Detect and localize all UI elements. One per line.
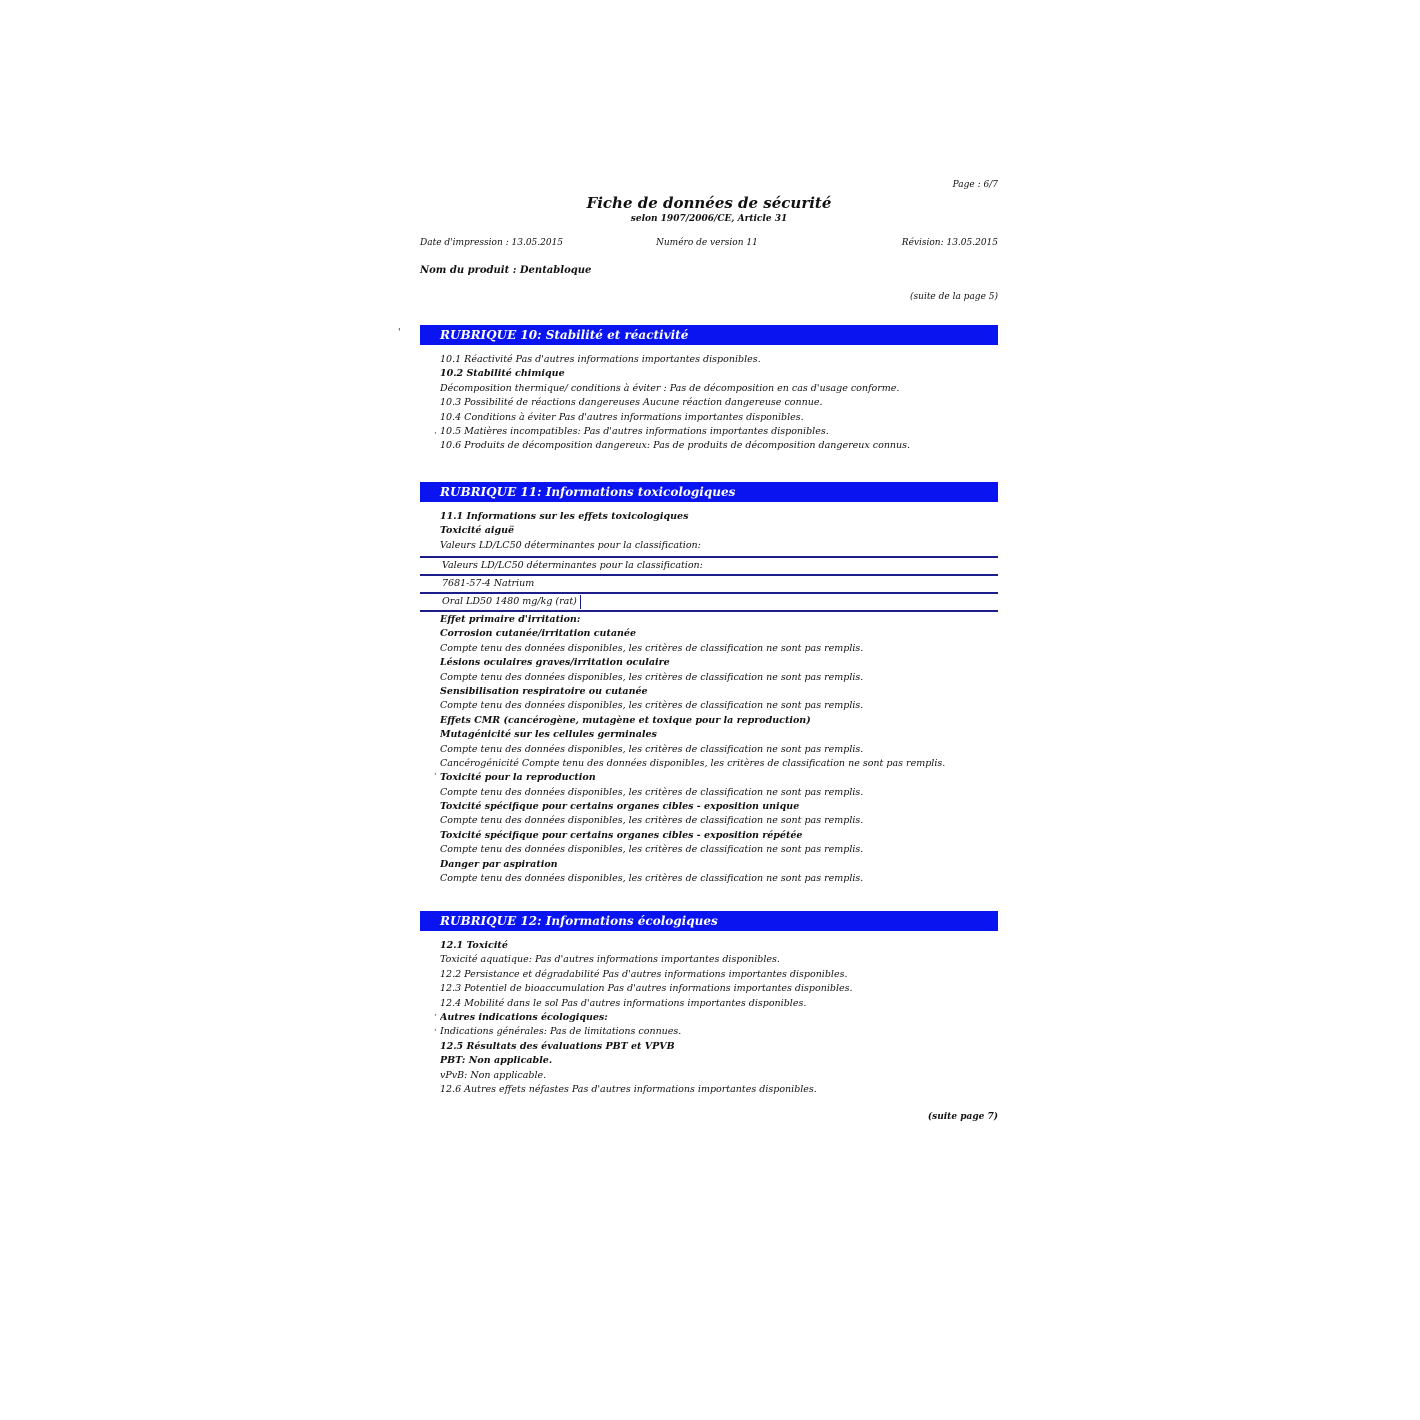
revision-date: Révision: 13.05.2015 [901,238,998,248]
s10-line: 10.3 Possibilité de réactions dangereuses Aucune réaction dangereuse connue. [440,397,823,409]
s12-line: Indications générales: Pas de limitations connues. [440,1026,682,1038]
s12-line: 12.4 Mobilité dans le sol Pas d'autres informations importantes disponibles. [440,997,807,1009]
continued-from: (suite de la page 5) [910,292,998,302]
s10-line: 10.2 Stabilité chimique [440,368,565,380]
section-11-body [440,613,996,886]
s11-line: Compte tenu des données disponibles, les critères de classification ne sont pas remplis. [440,642,864,654]
ld50-table-bottom-rule [420,610,998,612]
s11-line: Sensibilisation respiratoire ou cutanée [440,685,648,697]
s12-line: 12.2 Persistance et dégradabilité Pas d'autres informations importantes disponibles. [440,968,848,980]
s11-line: Lésions oculaires graves/irritation oculaire [440,657,670,669]
product-name: Nom du produit : Dentabloque [420,265,592,276]
s12-line: 12.5 Résultats des évaluations PBT et VPVB [440,1040,675,1052]
document-subtitle: selon 1907/2006/CE, Article 31 [630,214,788,224]
s11-line: Danger par aspiration [440,858,558,870]
s10-line: 10.4 Conditions à éviter Pas d'autres informations importantes disponibles. [440,411,804,423]
table-divider [580,595,581,609]
section-11-intro [440,510,996,553]
ld50-table-substance: 7681-57-4 Natrium [420,574,998,590]
s11-line: Corrosion cutanée/irritation cutanée [440,628,637,640]
s12-line: 12.1 Toxicité [440,940,508,951]
ld50-route: Oral LD50 1480 mg/kg (rat) [442,596,577,607]
section-11-header: RUBRIQUE 11: Informations toxicologiques [420,482,998,502]
s11-line: Compte tenu des données disponibles, les critères de classification ne sont pas remplis. [440,786,864,798]
s11-line: Toxicité spécifique pour certains organes cibles - exposition répétée [440,829,803,841]
bullet-mark: · [434,1011,437,1021]
s10-line: Décomposition thermique/ conditions à éviter : Pas de décomposition en cas d'usage conforme. [440,382,900,394]
page-number: Page : 6/7 [952,180,998,190]
s11-line: Compte tenu des données disponibles, les critères de classification ne sont pas remplis. [440,743,864,755]
s12-line: vPvB: Non applicable. [440,1069,547,1081]
s11-line: Cancérogénicité Compte tenu des données disponibles, les critères de classification ne sont pas remplis. [440,757,946,769]
s11-line: Mutagénicité sur les cellules germinales [440,729,657,741]
sds-page [420,180,998,1130]
ld50-table-header: Valeurs LD/LC50 déterminantes pour la classification: [420,556,998,572]
s10-line: 10.6 Produits de décomposition dangereux: Pas de produits de décomposition dangereux connus. [440,440,911,452]
bullet-mark: · [434,770,437,780]
print-date: Date d'impression : 13.05.2015 [420,238,564,248]
s12-line: 12.6 Autres effets néfastes Pas d'autres informations importantes disponibles. [440,1083,817,1095]
s11-line: Toxicité pour la reproduction [440,772,596,784]
continued-on: (suite page 7) [927,1112,998,1122]
s11-intro-line: Valeurs LD/LC50 déterminantes pour la classification: [440,539,701,551]
bullet-mark: · [434,1026,437,1036]
revision-number: Numéro de version 11 [656,238,758,248]
s10-line: 10.5 Matières incompatibles: Pas d'autres informations importantes disponibles. [440,425,829,437]
s11-line: Compte tenu des données disponibles, les critères de classification ne sont pas remplis. [440,844,864,856]
meta-row [420,238,998,250]
s11-line: Effets CMR (cancérogène, mutagène et toxique pour la reproduction) [440,714,811,726]
s12-line: Toxicité aquatique: Pas d'autres informations importantes disponibles. [440,954,780,966]
document-title: Fiche de données de sécurité [586,194,832,212]
section-10-body [440,353,996,454]
s11-line: Effet primaire d'irritation: [440,614,581,625]
s12-line: 12.3 Potentiel de bioaccumulation Pas d'autres informations importantes disponibles. [440,983,853,995]
s12-line: Autres indications écologiques: [440,1011,608,1023]
bullet-mark: · [434,429,437,439]
s11-intro-line: 11.1 Informations sur les effets toxicologiques [440,511,689,522]
section-10-header: RUBRIQUE 10: Stabilité et réactivité [420,325,998,345]
section-12-header: RUBRIQUE 12: Informations écologiques [420,911,998,931]
s11-line: Toxicité spécifique pour certains organes cibles - exposition unique [440,801,800,813]
margin-mark: ' [398,328,401,338]
s11-line: Compte tenu des données disponibles, les critères de classification ne sont pas remplis. [440,873,864,885]
s11-line: Compte tenu des données disponibles, les critères de classification ne sont pas remplis. [440,700,864,712]
ld50-table-row [420,592,998,608]
s12-line: PBT: Non applicable. [440,1055,553,1067]
s11-intro-line: Toxicité aiguë [440,525,515,537]
s11-line: Compte tenu des données disponibles, les critères de classification ne sont pas remplis. [440,671,864,683]
s11-line: Compte tenu des données disponibles, les critères de classification ne sont pas remplis. [440,815,864,827]
section-12-body [440,939,996,1097]
s10-line: 10.1 Réactivité Pas d'autres informations importantes disponibles. [440,354,761,365]
